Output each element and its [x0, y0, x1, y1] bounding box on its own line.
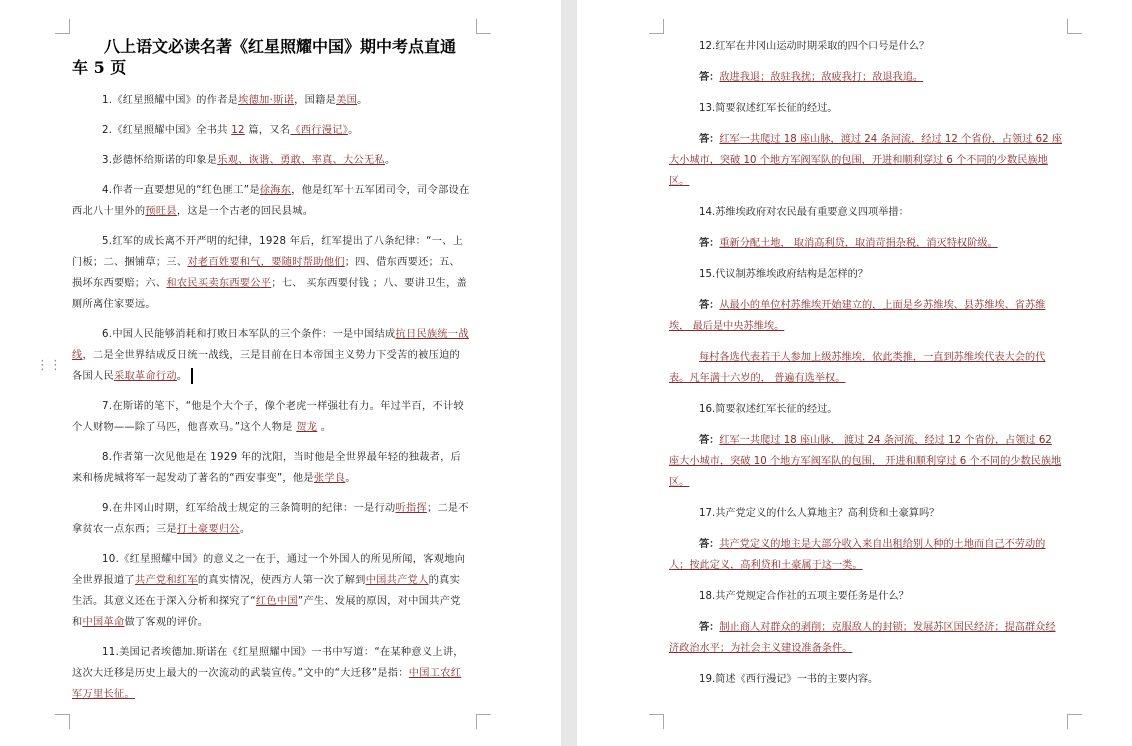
- question-text: 13.简要叙述红军长征的经过。: [699, 103, 838, 114]
- paragraph-drag-handle-icon[interactable]: ⋮⋮: [36, 358, 62, 373]
- answer-blank: 12: [231, 125, 245, 136]
- question-text: 6.中国人民能够消耗和打败日本军队的三个条件：一是中国结成: [102, 329, 396, 340]
- question-text: 7.在斯诺的笔下，“他是个大个子，像个老虎一样强壮有力。年过半百，不计较个人财物——除了马匹，他喜欢马。”这个人物是: [72, 401, 464, 433]
- question-text: ；二是不拿贫农一点东西；三是: [72, 503, 469, 535]
- crop-mark: [649, 19, 664, 34]
- crop-mark: [476, 19, 491, 34]
- answer-label: 答：: [699, 134, 720, 145]
- page-gutter: [561, 0, 577, 746]
- answer-blank: 乐观、诙谐、勇敢、率真、大公无私: [217, 155, 386, 166]
- question-text: 14.苏维埃政府对农民最有重要意义四项举措：: [699, 207, 909, 218]
- question-text: 。: [357, 95, 368, 106]
- question-text: 15.代议制苏维埃政府结构是怎样的？: [699, 269, 869, 280]
- answer-blank: 徐海东: [259, 185, 292, 196]
- question-paragraph: [72, 642, 470, 705]
- question-text: 10.《红星照耀中国》的意义之一在于，通过一个外国人的所见所闻，客观地向全世界报道了: [72, 554, 466, 586]
- answer-text: 共产党定义的地主是大部分收入来自出租给别人种的土地而自己不劳动的人；按此定义，高利贷和土豪属于这一类。: [669, 539, 1046, 571]
- answer-blank: 抗日民族统一战线: [72, 329, 469, 361]
- question-paragraph: [72, 549, 470, 633]
- answer-text: 红军一共爬过 18 座山脉，渡过 24 条河流，经过 12 个省份，占领过 62 座大小城市，突破 10 个地方军阀军队的包围，开进和顺利穿过 6 个不同的少数民族地区。: [669, 134, 1063, 187]
- question-text: 19.简述《西行漫记》一书的主要内容。: [699, 674, 879, 685]
- answer-blank: 红色中国: [255, 596, 298, 607]
- answer-paragraph: [669, 67, 1063, 88]
- question-text: 17.共产党定义的什么人算地主？高利贷和土豪算吗？: [699, 508, 940, 519]
- question-text: 的真实情况，使西方人第一次了解到: [197, 575, 366, 586]
- question-text: 18.共产党规定合作社的五项主要任务是什么？: [699, 591, 909, 602]
- question-paragraph: [72, 120, 470, 141]
- document-title: 八上语文必读名著《红星照耀中国》期中考点直通车 5 页: [72, 37, 457, 77]
- crop-mark: [649, 714, 664, 729]
- answer-paragraph: [669, 233, 1063, 254]
- question-text: 12.红军在井冈山运动时期采取的四个口号是什么？: [699, 41, 930, 52]
- question-text: 篇，又名: [244, 125, 291, 136]
- question-text: 3.彭德怀给斯诺的印象是: [102, 155, 218, 166]
- answer-blank: 贺龙: [296, 422, 318, 433]
- question-text: 11.美国记者埃德加.斯诺在《红星照耀中国》一书中写道：“在某种意义上讲，这次大迁移是历史上最大的一次流动的武装宣传。”文中的“大迁移”是指：: [72, 647, 464, 679]
- crop-mark: [1067, 714, 1082, 729]
- question-text: 5.红军的成长离不开严明的纪律，1928 年后，红军提出了八条纪律：“一、上门板；二、捆铺草；三、: [72, 236, 464, 268]
- question-text: ，这是一个古老的回民县城。: [176, 206, 314, 217]
- question-text: 1.《红星照耀中国》的作者是: [102, 95, 239, 106]
- answer-text: 重新分配土地， 取消高利贷，取消苛捐杂税，消灭特权阶级。: [719, 238, 998, 249]
- answer-blank: 美国: [336, 95, 358, 106]
- question-list-left: [72, 90, 470, 705]
- question-text: 8.作者第一次见他是在 1929 年的沈阳，当时他是全世界最年轻的独裁者，后来和杨虎城将军一起发动了著名的“西安事变”，他是: [72, 452, 462, 484]
- question-paragraph: [72, 396, 470, 438]
- question-paragraph: [72, 150, 470, 171]
- question-paragraph: [72, 324, 470, 387]
- answer-paragraph: [669, 347, 1063, 389]
- question-text: 4.作者一直要想见的“红色匪工”是: [102, 185, 260, 196]
- answer-paragraph: [669, 129, 1063, 192]
- answer-blank: 埃德加·斯诺: [238, 95, 295, 106]
- question-text: 。: [385, 155, 396, 166]
- answer-blank: 打土豪要归公: [176, 524, 240, 535]
- answer-blank: 对老百姓要和气，要随时帮助他们: [187, 257, 345, 268]
- answer-text: 从最小的单位村苏维埃开始建立的，上面是乡苏维埃、县苏维埃、省苏维埃， 最后是中央苏维埃。: [669, 300, 1046, 332]
- question-text: 的真实生活。其意义还在于深入分析和探究了“: [72, 575, 461, 607]
- answer-label: 答：: [699, 300, 720, 311]
- answer-text: 每村各选代表若干人参加上级苏维埃，依此类推，一直到苏维埃代表大会的代表。凡年满十六岁的， 普遍有选举权。: [669, 352, 1046, 384]
- answer-blank: 采取革命行动: [113, 371, 177, 382]
- document-page-right: [577, 0, 1132, 746]
- answer-label: 答：: [699, 238, 720, 249]
- answer-text: 红军一共爬过 18 座山脉， 渡过 24 条河流，经过 12 个省份，占领过 62 座大小城市，突破 10 个地方军阀军队的包围， 开进和顺利穿过 6 个不同的少数民族地区。: [669, 435, 1062, 488]
- question-paragraph: [72, 447, 470, 489]
- answer-blank: 中国共产党人: [365, 575, 429, 586]
- question-list-right: [669, 36, 1063, 690]
- answer-blank: 和农民买卖东西要公平: [166, 278, 272, 289]
- question-paragraph: [72, 90, 470, 111]
- answer-paragraph: [669, 430, 1063, 493]
- question-text: 。: [345, 473, 356, 484]
- answer-blank: 听指挥: [395, 503, 427, 514]
- answer-blank: 中国革命: [82, 617, 125, 628]
- answer-blank: 中国工农红军万里长征。: [72, 668, 462, 700]
- answer-label: 答：: [699, 435, 720, 446]
- question-text: 做了客观的评价。: [124, 617, 209, 628]
- crop-mark: [1067, 19, 1082, 34]
- answer-blank: 《西行漫记》: [290, 125, 349, 136]
- document-page-left: [0, 0, 561, 746]
- answer-blank: 共产党和红军: [134, 575, 198, 586]
- answer-blank: 张学良: [313, 473, 346, 484]
- answer-paragraph: [669, 534, 1063, 576]
- text-cursor: [191, 368, 193, 384]
- crop-mark: [55, 19, 70, 34]
- question-text: 2.《红星照耀中国》全书共: [102, 125, 232, 136]
- question-paragraph: [72, 180, 470, 222]
- answer-label: 答：: [699, 622, 720, 633]
- question-text: ，他是红军十五军团司令，司令部设在西北八十里外的: [72, 185, 470, 217]
- question-text: 。: [317, 422, 332, 433]
- left-page-content[interactable]: [72, 36, 470, 714]
- question-text: ”产生、发展的原因，对中国共产党和: [72, 596, 461, 628]
- crop-mark: [55, 714, 70, 729]
- question-paragraph: [72, 498, 470, 540]
- answer-text: 敌进我退；敌驻我扰；敌疲我打；敌退我追。: [719, 72, 924, 83]
- answer-label: 答：: [699, 72, 720, 83]
- question-text: ；七、 买东西要付钱 ；八、要讲卫生，盖厕所离住家要远。: [72, 278, 468, 310]
- question-text: 9.在井冈山时期，红军给战士规定的三条简明的纪律：一是行动: [102, 503, 396, 514]
- question-text: 。: [176, 371, 188, 382]
- crop-mark: [476, 714, 491, 729]
- question-text: 16.简要叙述红军长征的经过。: [699, 404, 838, 415]
- question-text: 。: [348, 125, 359, 136]
- question-text: 。: [239, 524, 251, 535]
- right-page-content[interactable]: [669, 36, 1063, 700]
- answer-label: 答：: [699, 539, 720, 550]
- question-text: ；四、借东西要还；五、损坏东西要赔；六、: [72, 257, 461, 289]
- answer-paragraph: [669, 295, 1063, 337]
- answer-text: 制止商人对群众的剥削；克服敌人的封锁；发展苏区国民经济；提高群众经济政治水平；为社会主义建设准备条件。: [669, 622, 1056, 654]
- question-text: ，国籍是: [294, 95, 337, 106]
- question-paragraph: [72, 231, 470, 315]
- answer-paragraph: [669, 617, 1063, 659]
- answer-blank: 预旺县: [145, 206, 177, 217]
- question-text: ，二是全世界结成反日统一战线，三是目前在日本帝国主义势力下受苦的被压迫的各国人民: [72, 350, 461, 382]
